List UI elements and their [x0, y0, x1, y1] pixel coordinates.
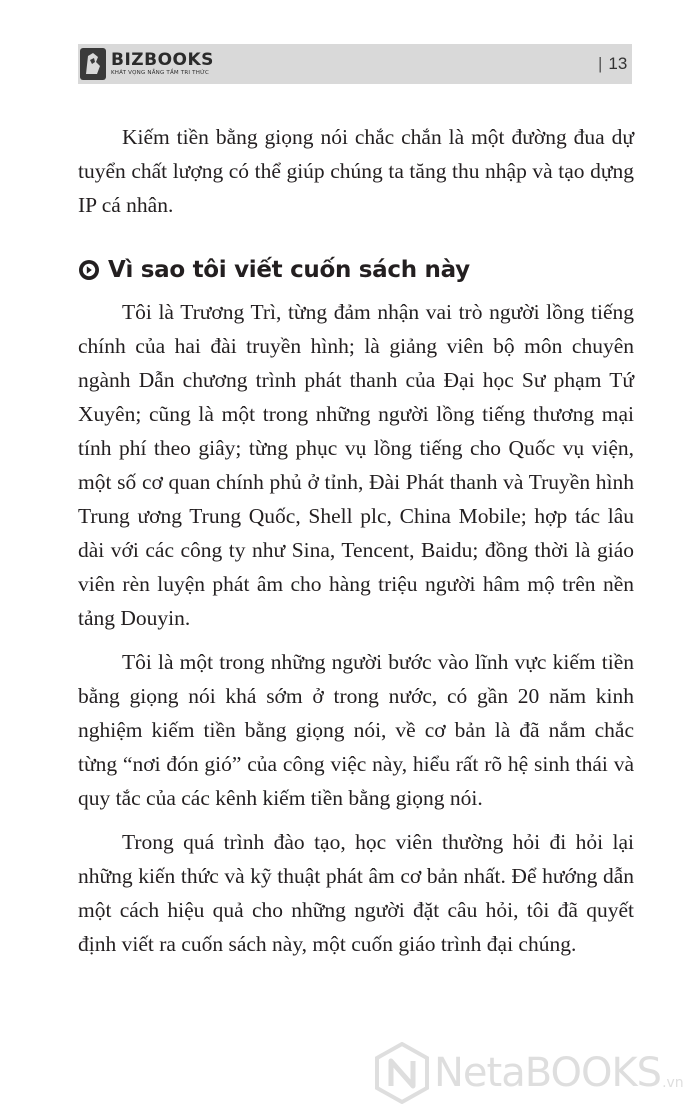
watermark-name: NetaBOOKS	[434, 1050, 662, 1096]
page-number-separator: |	[598, 54, 603, 73]
bizbooks-logo	[80, 46, 214, 82]
netabooks-logo-icon	[374, 1042, 430, 1104]
page-number-value: 13	[608, 54, 628, 73]
brand-tagline: KHÁT VỌNG NẮNG TẦM TRI THỨC	[111, 69, 210, 76]
netabooks-watermark	[374, 1040, 684, 1106]
section-heading-text: Vì sao tôi viết cuốn sách này	[108, 257, 470, 283]
intro-paragraph: Kiếm tiền bằng giọng nói chắc chắn là một đường đua dự tuyển chất lượng có thể giúp chúng ta tăng thu nhập và tạo dựng IP cá nhân.	[78, 125, 634, 217]
section-paragraph: Tôi là Trương Trì, từng đảm nhận vai trò người lồng tiếng chính của hai đài truyền hình; là giảng viên bộ môn chuyên ngành Dẫn chương trình phát thanh của Đại học Sư phạm Tứ Xuyên; cũng là một trong những người lồng tiếng thương mại tính phí theo giây; từng phục vụ lồng tiếng cho Quốc vụ viện, một số cơ quan chính phủ ở tỉnh, Đài Phát thanh và Truyền hình Trung ương Trung Quốc, Shell plc, China Mobile; hợp tác lâu dài với các công ty như Sina, Tencent, Baidu; đồng thời là giáo viên rèn luyện phát âm cho hàng triệu người hâm mộ trên nền tảng Douyin.	[78, 300, 634, 630]
circled-arrow-bullet-icon	[78, 259, 100, 281]
bizbooks-logo-icon	[80, 48, 106, 80]
page-content	[78, 120, 634, 971]
section-paragraph: Trong quá trình đào tạo, học viên thường hỏi đi hỏi lại những kiến thức và kỹ thuật phát âm cơ bản nhất. Để hướng dẫn một cách hiệu quả cho những người đặt câu hỏi, tôi đã quyết định viết ra cuốn sách này, một cuốn giáo trình đại chúng.	[78, 830, 634, 956]
section-heading	[78, 257, 634, 283]
page-number	[598, 54, 627, 74]
brand-name: BIZBOOKS	[111, 49, 214, 70]
section-paragraph: Tôi là một trong những người bước vào lĩnh vực kiếm tiền bằng giọng nói khá sớm ở trong nước, có gần 20 năm kinh nghiệm kiếm tiền bằng giọng nói, về cơ bản là đã nắm chắc từng “nơi đón gió” của công việc này, hiểu rất rõ hệ sinh thái và quy tắc của các kênh kiếm tiền bằng giọng nói.	[78, 650, 634, 810]
watermark-suffix: .vn	[662, 1075, 684, 1091]
